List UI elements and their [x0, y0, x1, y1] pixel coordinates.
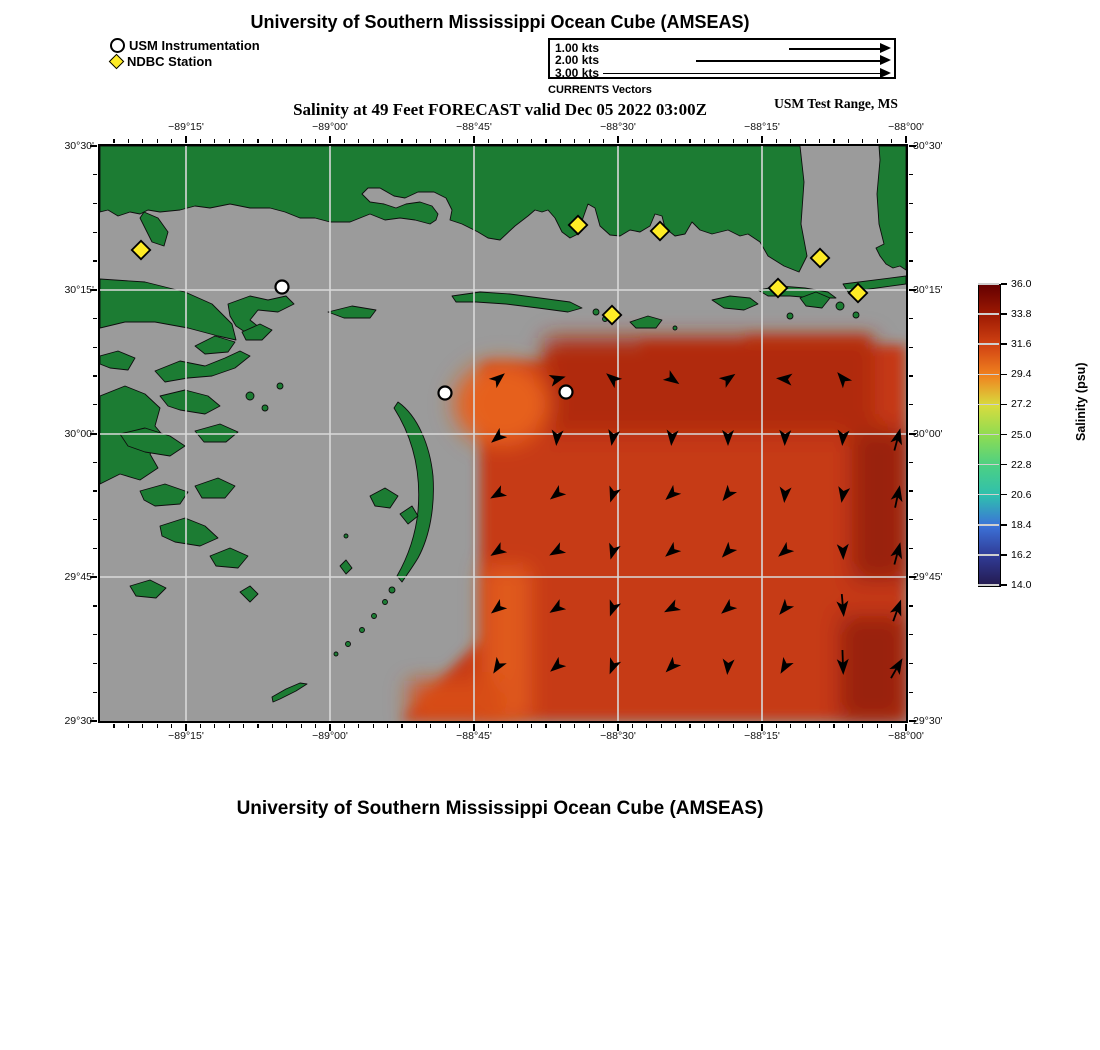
tick-mark [747, 724, 748, 728]
tick-mark [286, 724, 287, 728]
colorbar [978, 284, 1001, 587]
tick-mark [387, 139, 388, 143]
tick-mark [909, 692, 913, 693]
tick-mark [661, 724, 662, 728]
tick-mark [185, 136, 187, 143]
colorbar-gridline [978, 374, 999, 376]
vector-scale-row [550, 67, 894, 80]
tick-mark [603, 139, 604, 143]
tick-mark [257, 724, 258, 728]
tick-mark [632, 724, 633, 728]
tick-mark [877, 139, 878, 143]
tick-mark [545, 724, 546, 728]
vector-scale-value: 3.00 kts [555, 65, 600, 80]
tick-mark [93, 318, 97, 319]
tick-mark [909, 634, 913, 635]
tick-mark [675, 724, 676, 728]
colorbar-gridline [978, 313, 999, 315]
tick-mark [93, 663, 97, 664]
usm-instrument-marker[interactable] [275, 280, 288, 293]
colorbar-gridline [978, 554, 999, 556]
tick-mark [776, 139, 777, 143]
tick-mark [517, 139, 518, 143]
colorbar-tick-label: 29.4 [1011, 368, 1032, 381]
tick-mark [704, 724, 705, 728]
tick-mark [603, 724, 604, 728]
tick-mark [909, 174, 913, 175]
tick-mark [704, 139, 705, 143]
tick-mark [93, 490, 97, 491]
tick-mark [909, 375, 913, 376]
tick-mark [142, 724, 143, 728]
tick-mark [128, 139, 129, 143]
tick-mark [776, 724, 777, 728]
tick-mark [315, 139, 316, 143]
forecast-subtitle: Salinity at 49 Feet FORECAST valid Dec 05 2022 03:00Z [293, 100, 707, 119]
tick-mark [459, 139, 460, 143]
tick-mark [909, 490, 913, 491]
tick-mark [718, 724, 719, 728]
x-tick-label: −89°15' [168, 121, 204, 133]
vector-scale-line [603, 73, 882, 75]
tick-mark [718, 139, 719, 143]
tick-mark [301, 724, 302, 728]
usm-instrument-marker[interactable] [559, 385, 572, 398]
page-title: University of Southern Mississippi Ocean Cube (AMSEAS) [250, 12, 750, 32]
tick-mark [909, 519, 913, 520]
tick-mark [531, 139, 532, 143]
tick-mark [473, 136, 475, 143]
tick-mark [819, 724, 820, 728]
colorbar-tick [1001, 464, 1007, 466]
tick-mark [315, 724, 316, 728]
tick-mark [909, 347, 913, 348]
vector-scale-line [696, 60, 882, 62]
tick-mark [819, 139, 820, 143]
tick-mark [373, 139, 374, 143]
colorbar-gridline [978, 404, 999, 406]
tick-mark [560, 139, 561, 143]
colorbar-tick-label: 14.0 [1011, 579, 1032, 591]
tick-mark [93, 347, 97, 348]
tick-mark [243, 139, 244, 143]
tick-mark [93, 605, 97, 606]
tick-mark [445, 724, 446, 728]
tick-mark [848, 724, 849, 728]
colorbar-tick [1001, 313, 1007, 315]
colorbar-tick [1001, 343, 1007, 345]
tick-mark [430, 724, 431, 728]
tick-mark [358, 139, 359, 143]
tick-mark [862, 724, 863, 728]
y-tick-label: 30°30' [64, 140, 94, 152]
y-tick-label: 29°45' [64, 571, 94, 583]
tick-mark [344, 139, 345, 143]
tick-mark [157, 724, 158, 728]
x-tick-label: −88°30' [600, 121, 636, 133]
map-plot-area[interactable] [98, 144, 908, 723]
tick-mark [200, 139, 201, 143]
tick-mark [747, 139, 748, 143]
tick-mark [560, 724, 561, 728]
tick-mark [229, 724, 230, 728]
usm-instrument-marker[interactable] [438, 386, 451, 399]
tick-mark [833, 724, 834, 728]
colorbar-tick [1001, 434, 1007, 436]
tick-mark [689, 724, 690, 728]
tick-mark [689, 139, 690, 143]
tick-mark [909, 663, 913, 664]
tick-mark [401, 724, 402, 728]
tick-mark [589, 139, 590, 143]
vector-scale-value: 2.00 kts [555, 53, 600, 68]
colorbar-tick [1001, 494, 1007, 496]
x-tick-label: −88°15' [744, 121, 780, 133]
tick-mark [488, 724, 489, 728]
colorbar-gridline [978, 494, 999, 496]
x-tick-label: −88°00' [888, 121, 924, 133]
colorbar-tick-label: 16.2 [1011, 548, 1032, 561]
tick-mark [142, 139, 143, 143]
tick-mark [833, 139, 834, 143]
y-tick-label: 29°45' [913, 571, 943, 583]
vector-scale-row [550, 54, 894, 67]
colorbar-gridline [978, 524, 999, 526]
colorbar-tick-label: 36.0 [1011, 278, 1032, 290]
tick-mark [93, 375, 97, 376]
colorbar-title: Salinity (psu) [1074, 362, 1089, 441]
tick-mark [329, 136, 331, 143]
tick-mark [589, 724, 590, 728]
tick-mark [157, 139, 158, 143]
tick-mark [790, 139, 791, 143]
vector-scale-row [550, 42, 894, 55]
colorbar-gridline [978, 464, 999, 466]
colorbar-tick [1001, 554, 1007, 556]
tick-mark [93, 692, 97, 693]
colorbar-tick-label: 31.6 [1011, 338, 1032, 351]
tick-mark [646, 139, 647, 143]
tick-mark [416, 139, 417, 143]
tick-mark [93, 260, 97, 261]
tick-mark [909, 260, 913, 261]
tick-mark [171, 724, 172, 728]
x-tick-label: −88°45' [456, 121, 492, 133]
tick-mark [93, 548, 97, 549]
tick-mark [805, 724, 806, 728]
y-tick-label: 30°15' [913, 284, 943, 296]
tick-mark [416, 724, 417, 728]
colorbar-tick-label: 22.8 [1011, 458, 1032, 471]
y-tick-label: 30°15' [64, 284, 94, 296]
tick-mark [113, 139, 114, 143]
region-label: USM Test Range, MS [774, 96, 898, 111]
tick-mark [909, 203, 913, 204]
tick-mark [574, 139, 575, 143]
colorbar-tick [1001, 584, 1007, 586]
tick-mark [401, 139, 402, 143]
tick-mark [646, 724, 647, 728]
usm-circle-icon [110, 38, 125, 53]
tick-mark [761, 136, 763, 143]
current-vector-scale-box [548, 38, 896, 79]
tick-mark [848, 139, 849, 143]
tick-mark [488, 139, 489, 143]
tick-mark [733, 724, 734, 728]
tick-mark [905, 136, 907, 143]
tick-mark [93, 634, 97, 635]
map-svg [100, 146, 906, 721]
colorbar-tick [1001, 524, 1007, 526]
tick-mark [93, 462, 97, 463]
x-tick-label: −89°00' [312, 121, 348, 133]
tick-mark [502, 139, 503, 143]
colorbar-tick-label: 27.2 [1011, 398, 1032, 411]
tick-mark [301, 139, 302, 143]
tick-mark [373, 724, 374, 728]
colorbar-tick-label: 20.6 [1011, 488, 1032, 501]
vector-scale-line [789, 48, 882, 50]
tick-mark [632, 139, 633, 143]
tick-mark [272, 724, 273, 728]
colorbar-gridline [978, 584, 999, 586]
tick-mark [113, 724, 114, 728]
tick-mark [344, 724, 345, 728]
colorbar-gridline [978, 343, 999, 345]
tick-mark [517, 724, 518, 728]
y-tick-label: 30°00' [913, 428, 943, 440]
tick-mark [214, 724, 215, 728]
y-tick-label: 29°30' [64, 715, 94, 727]
x-tick-label: −88°45' [456, 730, 492, 742]
tick-mark [445, 139, 446, 143]
tick-mark [805, 139, 806, 143]
tick-mark [93, 174, 97, 175]
x-tick-label: −89°15' [168, 730, 204, 742]
legend-item-usm [110, 37, 260, 53]
tick-mark [93, 404, 97, 405]
tick-mark [891, 139, 892, 143]
colorbar-tick-label: 18.4 [1011, 518, 1032, 531]
x-tick-label: −88°15' [744, 730, 780, 742]
footer-title: University of Southern Mississippi Ocean Cube (AMSEAS) [236, 798, 764, 819]
tick-mark [502, 724, 503, 728]
tick-mark [909, 548, 913, 549]
tick-mark [128, 724, 129, 728]
tick-mark [93, 519, 97, 520]
tick-mark [459, 724, 460, 728]
tick-mark [286, 139, 287, 143]
tick-mark [909, 404, 913, 405]
tick-mark [909, 462, 913, 463]
tick-mark [531, 724, 532, 728]
tick-mark [93, 203, 97, 204]
tick-mark [661, 139, 662, 143]
vector-scale-caption: CURRENTS Vectors [548, 84, 652, 96]
legend-item-ndbc [110, 53, 212, 69]
tick-mark [229, 139, 230, 143]
tick-mark [909, 232, 913, 233]
legend-ndbc-label: NDBC Station [127, 53, 213, 69]
x-tick-label: −88°30' [600, 730, 636, 742]
vector-scale-value: 1.00 kts [555, 41, 600, 55]
tick-mark [257, 139, 258, 143]
tick-mark [891, 724, 892, 728]
y-tick-label: 29°30' [913, 715, 943, 727]
colorbar-gridline [978, 434, 999, 436]
ndbc-diamond-icon [109, 53, 125, 69]
tick-mark [545, 139, 546, 143]
tick-mark [617, 136, 619, 143]
tick-mark [200, 724, 201, 728]
tick-mark [358, 724, 359, 728]
colorbar-tick-label: 25.0 [1011, 428, 1032, 441]
y-tick-label: 30°30' [913, 140, 943, 152]
y-tick-label: 30°00' [64, 428, 94, 440]
legend-usm-label: USM Instrumentation [129, 37, 260, 53]
tick-mark [387, 724, 388, 728]
tick-mark [272, 139, 273, 143]
tick-mark [909, 605, 913, 606]
colorbar-tick [1001, 404, 1007, 406]
x-tick-label: −88°00' [888, 730, 924, 742]
tick-mark [430, 139, 431, 143]
tick-mark [214, 139, 215, 143]
arrowhead-icon [880, 43, 891, 53]
colorbar-tick [1001, 283, 1007, 285]
tick-mark [171, 139, 172, 143]
tick-mark [877, 724, 878, 728]
x-tick-label: −89°00' [312, 730, 348, 742]
tick-mark [574, 724, 575, 728]
arrowhead-icon [880, 55, 891, 65]
arrowhead-icon [880, 68, 891, 78]
tick-mark [93, 232, 97, 233]
colorbar-tick-label: 33.8 [1011, 308, 1032, 321]
tick-mark [733, 139, 734, 143]
tick-mark [675, 139, 676, 143]
tick-mark [909, 318, 913, 319]
tick-mark [790, 724, 791, 728]
tick-mark [862, 139, 863, 143]
colorbar-tick [1001, 374, 1007, 376]
colorbar-gridline [978, 283, 999, 285]
tick-mark [243, 724, 244, 728]
